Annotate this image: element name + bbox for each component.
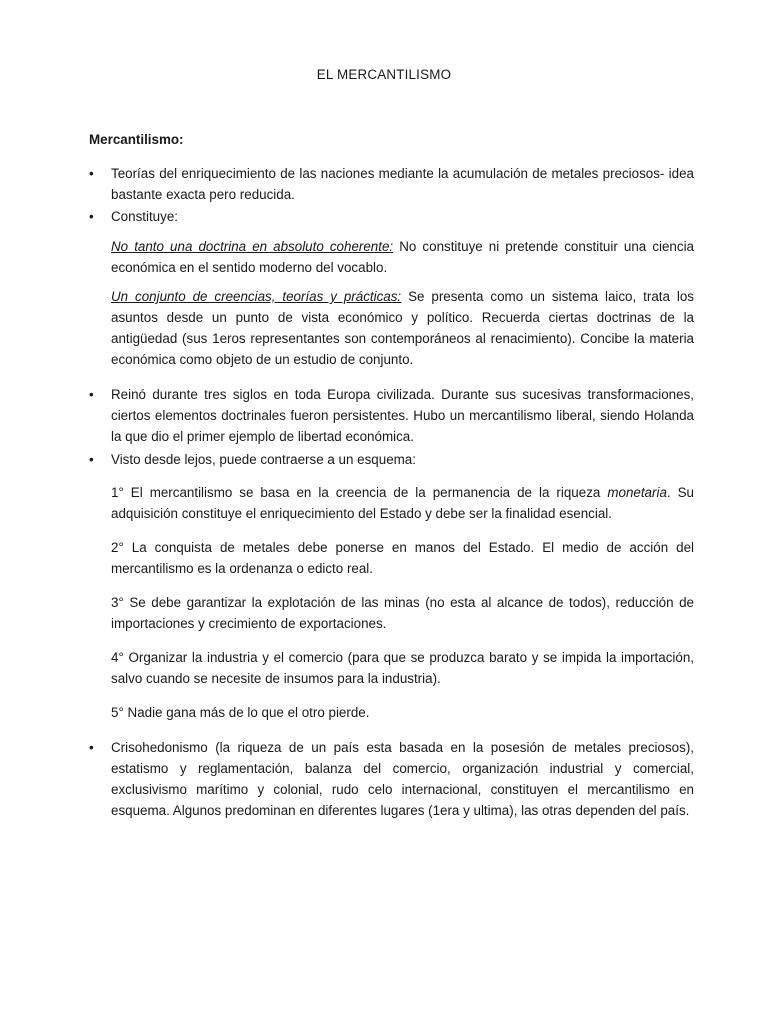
scheme-text: 1° El mercantilismo se basa en la creencia de la permanencia de la riqueza <box>111 485 608 500</box>
bullet-text: Constituye: <box>111 209 178 224</box>
scheme-item: 4° Organizar la industria y el comercio (para que se produzca barato y se impida la importación, salvo cuando se necesite de insumos para la industria). <box>111 650 694 686</box>
scheme-item: 2° La conquista de metales debe ponerse en manos del Estado. El medio de acción del mercantilismo es la ordenanza o edicto real. <box>111 540 694 576</box>
scheme-item: 3° Se debe garantizar la explotación de las minas (no esta al alcance de todos), reducción de importaciones y crecimiento de exportaciones. <box>111 595 694 631</box>
scheme-italic-word: monetaria <box>607 485 667 500</box>
paragraph-text: No constituye ni pretende constituir una ciencia económica en el sentido moderno del vocablo. <box>111 239 694 275</box>
paragraph-text: Se presenta como un sistema laico, trata los asuntos desde un punto de vista económico y político. Recuerda ciertas doctrinas de la antigüedad (sus 1eros representantes son contemporáneos al renacimiento). Concibe la materia económica como objeto de un estudio de conjunto. <box>111 289 694 367</box>
document-title: EL MERCANTILISMO <box>316 67 452 82</box>
bullet-text: Teorías del enriquecimiento de las naciones mediante la acumulación de metales preciosos- idea bastante exacta pero reducida. <box>111 166 694 202</box>
scheme-item: 5° Nadie gana más de lo que el otro pierde. <box>111 705 370 720</box>
bullet-text: Crisohedonismo (la riqueza de un país esta basada en la posesión de metales preciosos), estatismo y reglamentación, balanza del comercio, organización industrial y comercial, exclusivismo marítimo y colonial, rudo celo internacional, constituyen el mercantilismo en esquema. Algunos predominan en diferentes lugares (1era y ultima), las otras dependen del país. <box>111 740 694 818</box>
bullet-text: Reinó durante tres siglos en toda Europa civilizada. Durante sus sucesivas transformaciones, ciertos elementos doctrinales fueron persistentes. Hubo un mercantilismo liberal, siendo Holanda la que dio el primer ejemplo de libertad económica. <box>111 387 694 444</box>
bullet-icon: • <box>89 740 94 755</box>
paragraph-label: Un conjunto de creencias, teorías y prácticas: <box>111 289 402 304</box>
section-heading: Mercantilismo: <box>89 132 184 147</box>
scheme-item <box>111 482 694 524</box>
paragraph-label: No tanto una doctrina en absoluto coherente: <box>111 239 394 254</box>
bullet-icon: • <box>89 387 94 402</box>
bullet-icon: • <box>89 209 94 224</box>
bullet-icon: • <box>89 452 94 467</box>
scheme-text: . Su adquisición constituye el enriquecimiento del Estado y debe ser la finalidad esencial. <box>111 485 694 521</box>
paragraph <box>111 286 694 370</box>
bullet-text: Visto desde lejos, puede contraerse a un esquema: <box>111 452 416 467</box>
bullet-icon: • <box>89 166 94 181</box>
paragraph <box>111 236 694 278</box>
